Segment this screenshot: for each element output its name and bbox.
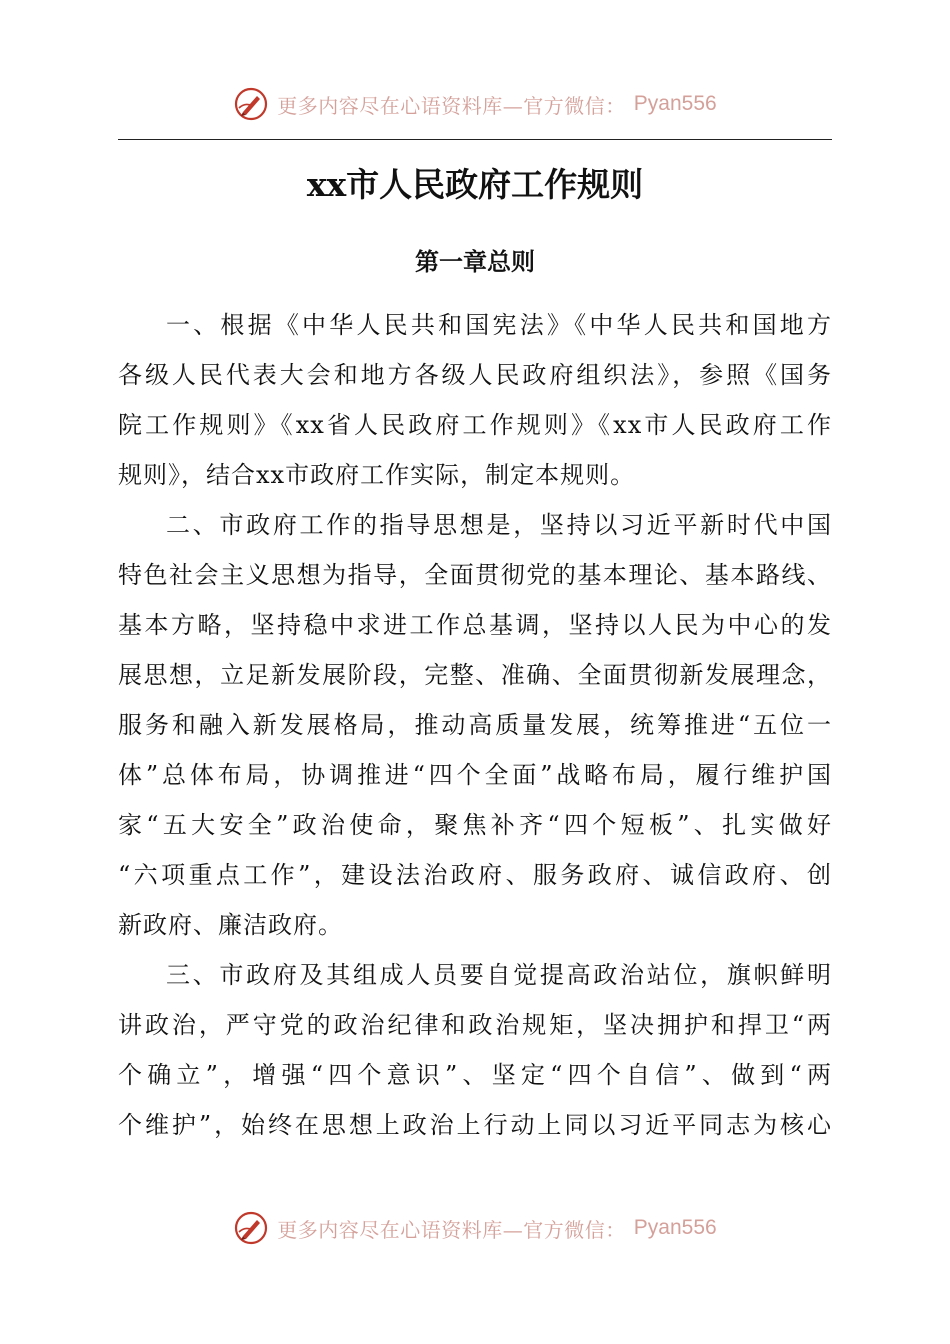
- watermark-wechat-id: Pyan556: [633, 92, 717, 115]
- chapter-heading: 第一章总则: [415, 247, 535, 276]
- watermark-text: 更多内容尽在心语资料库—官方微信：: [277, 1217, 626, 1242]
- body-line: 讲政治，严守党的政治纪律和政治规矩，坚决拥护和捍卫“两: [118, 1011, 832, 1039]
- body-line: 特色社会主义思想为指导，全面贯彻党的基本理论、基本路线、: [118, 561, 832, 589]
- document-title: xx市人民政府工作规则: [306, 165, 644, 204]
- body-line: 三、市政府及其组成人员要自觉提高政治站位，旗帜鲜明: [166, 961, 832, 989]
- body-line: 新政府、廉洁政府。: [118, 911, 343, 939]
- header-divider: [118, 139, 832, 140]
- body-line: 规则》，结合xx市政府工作实际，制定本规则。: [118, 461, 636, 489]
- body-line: 各级人民代表大会和地方各级人民政府组织法》，参照《国务: [118, 361, 832, 389]
- body-line: 基本方略，坚持稳中求进工作总基调，坚持以人民为中心的发: [118, 611, 832, 639]
- body-line: 院工作规则》《xx省人民政府工作规则》《xx市人民政府工作: [118, 411, 832, 439]
- document-body: [118, 300, 832, 1150]
- footer-watermark: [0, 1206, 950, 1250]
- body-line: 展思想，立足新发展阶段，完整、准确、全面贯彻新发展理念，: [118, 661, 832, 689]
- body-line: 个维护”，始终在思想上政治上行动上同以习近平同志为核心: [118, 1111, 832, 1139]
- body-line: 一、根据《中华人民共和国宪法》《中华人民共和国地方: [166, 311, 832, 339]
- pen-logo-icon: [233, 86, 269, 122]
- body-line: 家“五大安全”政治使命，聚焦补齐“四个短板”、扎实做好: [118, 811, 832, 839]
- body-line: 个确立”，增强“四个意识”、坚定“四个自信”、做到“两: [118, 1061, 832, 1089]
- pen-logo-icon: [233, 1210, 269, 1246]
- watermark-wechat-id: Pyan556: [633, 1216, 717, 1239]
- body-line: 服务和融入新发展格局，推动高质量发展，统筹推进“五位一: [118, 711, 832, 739]
- body-line: “六项重点工作”，建设法治政府、服务政府、诚信政府、创: [118, 861, 832, 889]
- body-line: 二、市政府工作的指导思想是，坚持以习近平新时代中国: [166, 511, 832, 539]
- watermark-text: 更多内容尽在心语资料库—官方微信：: [277, 93, 626, 118]
- body-line: 体”总体布局，协调推进“四个全面”战略布局，履行维护国: [118, 761, 832, 789]
- header-watermark: [0, 82, 950, 126]
